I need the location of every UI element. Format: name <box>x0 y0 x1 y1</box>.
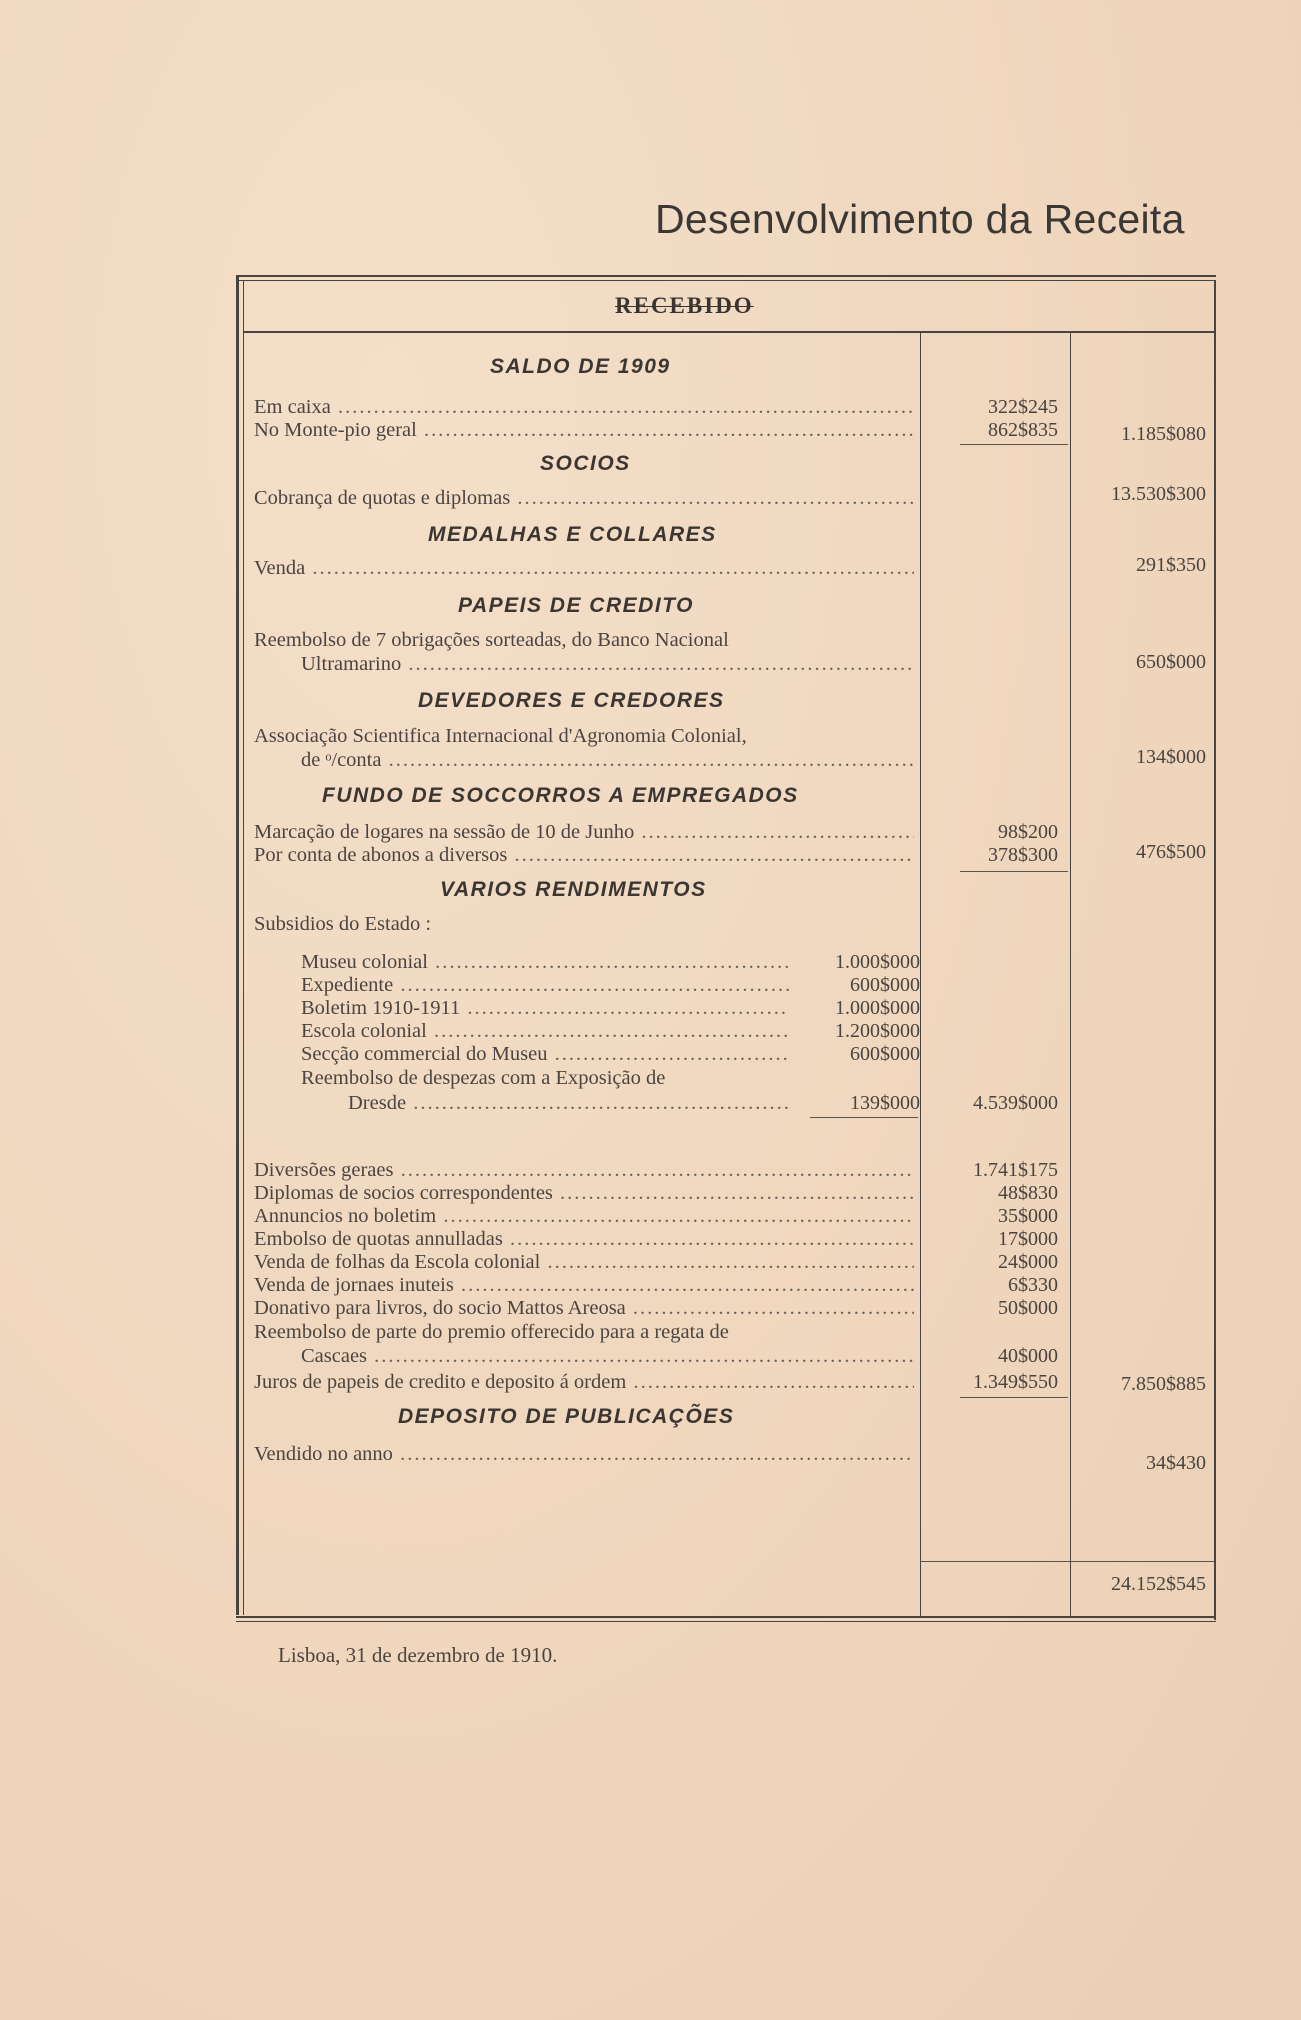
amount-annuncios: 35$000 <box>998 1205 1058 1227</box>
item-dresde: Dresde ..... <box>348 1091 789 1115</box>
amount-escola: 1.200$000 <box>835 1020 920 1042</box>
column-divider-2 <box>1070 333 1071 1616</box>
subtotal-rule <box>960 444 1068 445</box>
item-reembolso-line1: Reembolso de 7 obrigações sorteadas, do Banco Nacional <box>254 629 729 651</box>
table-header: RECEBIDO <box>615 293 754 318</box>
amount-seccao: 600$000 <box>850 1043 920 1065</box>
item-seccao: Secção commercial do Museu ..... <box>301 1042 789 1066</box>
total-papeis: 650$000 <box>1136 651 1206 673</box>
table-top-rule <box>238 275 1216 277</box>
section-deposito: DEPOSITO DE PUBLICAÇÕES <box>398 1405 735 1428</box>
item-diversoes: Diversões geraes ..... <box>254 1158 914 1182</box>
item-jornaes: Venda de jornaes inuteis ..... <box>254 1273 914 1297</box>
item-embolso: Embolso de quotas annulladas ..... <box>254 1227 914 1251</box>
amount-diplomas: 48$830 <box>998 1182 1058 1204</box>
total-varios: 7.850$885 <box>1121 1373 1206 1395</box>
amount-jornaes: 6$330 <box>1008 1274 1058 1296</box>
amount-expediente: 600$000 <box>850 974 920 996</box>
amount-marcacao: 98$200 <box>998 821 1058 843</box>
column-divider-1 <box>920 333 921 1616</box>
item-vendido: Vendido no anno ..... <box>254 1442 914 1466</box>
table-top-rule-thin <box>238 280 1216 281</box>
amount-em-caixa: 322$245 <box>988 396 1058 418</box>
item-expediente: Expediente ..... <box>301 973 789 997</box>
amount-monte-pio: 862$835 <box>988 419 1058 441</box>
item-em-caixa: Em caixa ..... <box>254 395 914 419</box>
amount-abonos: 378$300 <box>988 844 1058 866</box>
item-monte-pio: No Monte-pio geral ..... <box>254 418 914 442</box>
total-saldo: 1.185$080 <box>1121 423 1206 445</box>
item-boletim: Boletim 1910-1911 ..... <box>301 996 789 1020</box>
item-donativo: Donativo para livros, do socio Mattos Areosa ..... <box>254 1296 914 1320</box>
grand-total: 24.152$545 <box>1111 1573 1206 1595</box>
table-right-border <box>1214 280 1216 1620</box>
item-despezas-line1: Reembolso de despezas com a Exposição de <box>301 1067 666 1089</box>
section-papeis: PAPEIS DE CREDITO <box>458 594 694 617</box>
table-bottom-rule <box>236 1616 1216 1618</box>
amount-dresde: 139$000 <box>850 1092 920 1114</box>
amount-diversoes: 1.741$175 <box>973 1159 1058 1181</box>
section-socios: SOCIOS <box>540 452 631 475</box>
item-annuncios: Annuncios no boletim ..... <box>254 1204 914 1228</box>
table-bottom-rule-thin <box>236 1621 1216 1622</box>
amount-museu: 1.000$000 <box>835 951 920 973</box>
table-left-border <box>236 275 239 1615</box>
item-reembolso-line2: Ultramarino ..... <box>301 652 914 676</box>
page-title: Desenvolvimento da Receita <box>655 196 1185 242</box>
total-deposito: 34$430 <box>1146 1452 1206 1474</box>
amount-cascaes: 40$000 <box>998 1345 1058 1367</box>
section-varios: VARIOS RENDIMENTOS <box>440 878 707 901</box>
item-assoc-line2: de ᵒ/conta ..... <box>301 748 914 772</box>
item-premio-line1: Reembolso de parte do premio offerecido para a regata de <box>254 1321 729 1343</box>
item-diplomas: Diplomas de socios correspondentes ..... <box>254 1181 914 1205</box>
grand-total-rule <box>920 1561 1214 1562</box>
item-cobranca: Cobrança de quotas e diplomas ..... <box>254 486 914 510</box>
item-museu: Museu colonial ..... <box>301 950 789 974</box>
item-folhas: Venda de folhas da Escola colonial ..... <box>254 1250 914 1274</box>
amount-donativo: 50$000 <box>998 1297 1058 1319</box>
subtotal-rule <box>960 871 1068 872</box>
footer-date: Lisboa, 31 de dezembro de 1910. <box>278 1643 558 1667</box>
item-juros: Juros de papeis de credito e deposito á ordem ..... <box>254 1370 914 1394</box>
total-medalhas: 291$350 <box>1136 554 1206 576</box>
amount-embolso: 17$000 <box>998 1228 1058 1250</box>
section-saldo: SALDO DE 1909 <box>490 355 671 378</box>
amount-boletim: 1.000$000 <box>835 997 920 1019</box>
total-fundo: 476$500 <box>1136 841 1206 863</box>
subtotal-rule <box>960 1397 1068 1398</box>
amount-juros: 1.349$550 <box>973 1371 1058 1393</box>
total-devedores: 134$000 <box>1136 746 1206 768</box>
section-medalhas: MEDALHAS E COLLARES <box>428 523 717 546</box>
item-cascaes: Cascaes ..... <box>301 1344 914 1368</box>
item-subsidios: Subsidios do Estado : <box>254 913 432 935</box>
item-assoc-line1: Associação Scientifica Internacional d'Agronomia Colonial, <box>254 725 747 747</box>
subtotal-subsidios: 4.539$000 <box>973 1092 1058 1114</box>
subtotal-rule <box>810 1117 918 1118</box>
item-venda: Venda ..... <box>254 556 914 580</box>
item-escola: Escola colonial ..... <box>301 1019 789 1043</box>
item-abonos: Por conta de abonos a diversos ..... <box>254 843 914 867</box>
total-socios: 13.530$300 <box>1111 483 1206 505</box>
table-left-inner-border <box>243 280 244 1615</box>
section-devedores: DEVEDORES E CREDORES <box>418 689 725 712</box>
item-marcacao: Marcação de logares na sessão de 10 de Junho ..... <box>254 820 914 844</box>
amount-folhas: 24$000 <box>998 1251 1058 1273</box>
section-fundo: FUNDO DE SOCCORROS A EMPREGADOS <box>322 784 799 807</box>
